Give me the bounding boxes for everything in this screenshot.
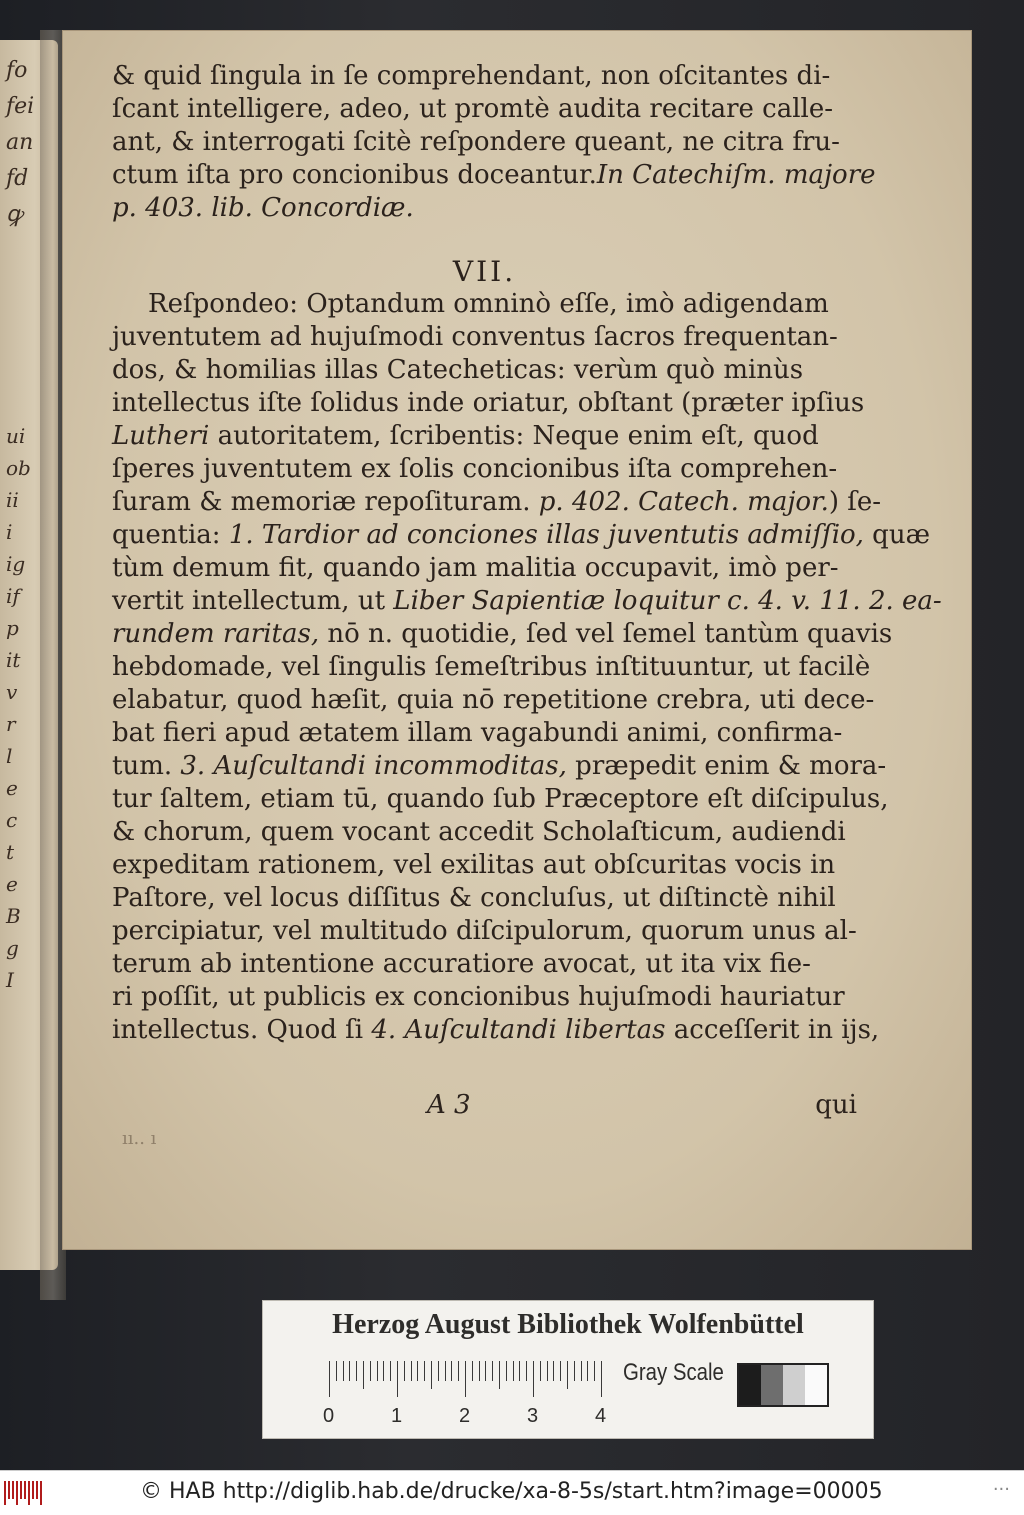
logo-bar (24, 1481, 26, 1499)
facing-glyph: an (6, 130, 34, 155)
ruler-tick (567, 1361, 568, 1389)
opening-lines (112, 60, 876, 192)
ruler-tick (458, 1361, 459, 1381)
ruler-tick (445, 1361, 446, 1381)
text-line (112, 387, 865, 420)
facing-glyph: fd (6, 166, 29, 191)
ruler-tick (383, 1361, 384, 1381)
ruler-tick (533, 1361, 534, 1397)
logo-bar (40, 1481, 42, 1505)
facing-glyph: ꝙ (6, 202, 23, 227)
section-heading: VII. (452, 255, 517, 288)
gray-swatch (783, 1365, 805, 1405)
text-line (112, 684, 875, 717)
text-run: ſperes juventutem ex ſolis concionibus iſta comprehen- (112, 454, 838, 484)
text-line (112, 717, 857, 750)
ruler-tick (431, 1361, 432, 1389)
text-run: & chorum, quem vocant accedit Scholaſticum, audiendi (112, 817, 846, 847)
italic-run: 1. Tardior ad conciones illas juventutis admiſſio, (228, 520, 864, 550)
gray-swatches (737, 1363, 829, 1407)
ruler-tick (601, 1361, 602, 1397)
book-page (62, 30, 972, 1250)
text-run: Reſpondeo: Optandum omninò eſſe, imò adigendam (148, 289, 829, 319)
ruler-tick (411, 1361, 412, 1381)
ruler-number: 1 (391, 1405, 403, 1427)
italic-run: 4. Auſcultandi libertas (371, 1015, 666, 1045)
text-line (112, 486, 882, 519)
facing-glyph: if (6, 584, 20, 608)
calibration-card (262, 1300, 874, 1439)
ruler-tick (370, 1361, 371, 1381)
hab-logo-icon (4, 1481, 44, 1505)
text-line (112, 420, 857, 453)
ruler-tick (438, 1361, 439, 1381)
more-icon[interactable]: ··· (992, 1479, 1010, 1500)
facing-glyph: e (6, 872, 18, 896)
ruler-tick (506, 1361, 507, 1381)
ruler-tick (499, 1361, 500, 1389)
gray-swatch (761, 1365, 783, 1405)
facing-glyph: I (6, 968, 14, 992)
ruler-tick (329, 1361, 330, 1397)
logo-bar (8, 1481, 10, 1499)
text-run: ) ſe- (828, 487, 882, 517)
text-run: quentia: (112, 520, 229, 550)
ruler-tick (513, 1361, 514, 1381)
logo-bar (28, 1481, 30, 1505)
facing-glyph: ob (6, 456, 31, 480)
library-title: Herzog August Bibliothek Wolfenbüttel (332, 1309, 804, 1340)
ruler-tick (574, 1361, 575, 1381)
ruler-number: 0 (323, 1405, 335, 1427)
text-run: vertit intellectum, ut (112, 586, 394, 616)
ruler-tick (519, 1361, 520, 1381)
text-run: præpedit enim & mora- (566, 751, 887, 781)
stray-marks: ıı.. ı (122, 1128, 157, 1149)
scale-ruler (329, 1361, 603, 1401)
facing-glyph: l (6, 744, 13, 768)
text-run: tùm demum fit, quando jam malitia occupavit, imò per- (112, 553, 839, 583)
logo-bar (32, 1481, 34, 1499)
ruler-tick (594, 1361, 595, 1381)
text-run: ſuram & memoriæ repoſituram. (112, 487, 539, 517)
facing-glyph: v (6, 680, 18, 704)
copyright-link[interactable]: © HAB http://diglib.hab.de/drucke/xa-8-5s/start.htm?image=00005 (140, 1479, 883, 1504)
ruler-tick (404, 1361, 405, 1381)
ruler-tick (424, 1361, 425, 1381)
text-line (112, 783, 889, 816)
ruler-tick (492, 1361, 493, 1381)
text-line (112, 585, 942, 618)
ruler-number: 4 (595, 1405, 607, 1427)
text-run: expeditam rationem, vel exilitas aut obſcuritas vocis in (112, 850, 836, 880)
text-line (112, 981, 857, 1014)
gray-swatch (805, 1365, 827, 1405)
italic-run: 3. Auſcultandi incommoditas, (180, 751, 567, 781)
text-run: terum ab intentione accuratiore avocat, ut ita vix fie- (112, 949, 811, 979)
ruler-tick (553, 1361, 554, 1381)
text-run: bat fieri apud ætatem illam vagabundi animi, confirma- (112, 718, 843, 748)
text-line (112, 288, 857, 321)
ruler-tick (560, 1361, 561, 1381)
catchword: qui (815, 1090, 857, 1120)
text-run: dos, & homilias illas Catecheticas: verùm quò minùs (112, 355, 804, 385)
ruler-tick (465, 1361, 466, 1397)
ruler-tick (485, 1361, 486, 1381)
text-run: autoritatem, ſcribentis: Neque enim eſt, quod (209, 421, 819, 451)
text-run: ctum iſta pro concionibus doceantur. (112, 160, 597, 190)
gray-swatch (739, 1365, 761, 1405)
text-run: ſcant intelligere, adeo, ut promtè audita recitare calle- (112, 94, 834, 124)
ruler-tick (390, 1361, 391, 1381)
text-line (112, 882, 857, 915)
ruler-tick (336, 1361, 337, 1381)
text-run: quæ (863, 520, 931, 550)
text-line (112, 60, 857, 93)
signature-mark: A 3 (427, 1090, 471, 1120)
facing-glyph: fo (6, 58, 28, 83)
text-run: percipiatur, vel multitudo diſcipulorum, quorum unus al- (112, 916, 857, 946)
facing-glyph: e (6, 776, 18, 800)
facing-glyph: fei (6, 94, 35, 119)
text-run: elabatur, quod hæſit, quia nō repetitione crebra, uti dece- (112, 685, 875, 715)
ruler-tick (349, 1361, 350, 1381)
facing-glyph: ig (6, 552, 26, 576)
text-run: & quid ſingula in ſe comprehendant, non oſcitantes di- (112, 61, 831, 91)
text-line (112, 552, 857, 585)
catechism-reference: p. 403. lib. Concordiæ. (112, 193, 414, 223)
text-line (112, 1014, 880, 1047)
facing-glyph: ii (6, 488, 19, 512)
text-line (112, 453, 857, 486)
logo-bar (16, 1481, 18, 1505)
text-run: nō n. quotidie, ſed vel ſemel tantùm quavis (319, 619, 893, 649)
ruler-number: 2 (459, 1405, 471, 1427)
text-line (112, 93, 857, 126)
ruler-tick (343, 1361, 344, 1381)
text-line (112, 651, 871, 684)
text-run: hebdomade, vel ſingulis ſemeſtribus inſtituuntur, ut facilè (112, 652, 871, 682)
ruler-tick (587, 1361, 588, 1381)
text-line (112, 915, 857, 948)
logo-bar (4, 1481, 6, 1505)
ruler-tick (581, 1361, 582, 1381)
footer-bar (0, 1470, 1024, 1515)
text-run: tum. (112, 751, 181, 781)
text-run: intellectus iſte ſolidus inde oriatur, obſtant (præter ipſius (112, 388, 865, 418)
ruler-tick (363, 1361, 364, 1389)
text-run: tur ſaltem, etiam tū, quando ſub Præceptore eſt diſcipulus, (112, 784, 889, 814)
facing-glyph: c (6, 808, 18, 832)
italic-run: Liber Sapientiæ loquitur c. 4. v. 11. 2. ea- (393, 586, 942, 616)
text-line (112, 816, 857, 849)
facing-glyph: B (6, 904, 21, 928)
italic-run: rundem raritas, (112, 619, 320, 649)
italic-run: Lutheri (112, 421, 210, 451)
page-footer (112, 1090, 857, 1126)
ruler-tick (377, 1361, 378, 1381)
catechism-reference: In Catechiſm. majore (596, 160, 876, 190)
text-line (112, 519, 931, 552)
ruler-tick (547, 1361, 548, 1381)
ruler-tick (397, 1361, 398, 1397)
ruler-tick (540, 1361, 541, 1381)
facing-glyph: r (6, 712, 16, 736)
ruler-tick (417, 1361, 418, 1381)
ruler-tick (526, 1361, 527, 1381)
facing-glyph: p (6, 616, 19, 640)
page-text (112, 60, 942, 1047)
ruler-number: 3 (527, 1405, 539, 1427)
text-run: juventutem ad hujuſmodi conventus ſacros frequentan- (112, 322, 838, 352)
text-run: acceſſerit in ijs, (665, 1015, 880, 1045)
text-run: intellectus. Quod ſi (112, 1015, 372, 1045)
text-line (112, 618, 893, 651)
facing-glyph: t (6, 840, 15, 864)
ruler-tick (356, 1361, 357, 1381)
facing-glyph: g (6, 936, 19, 960)
ruler-tick (472, 1361, 473, 1381)
facing-glyph: it (6, 648, 21, 672)
ruler-tick (451, 1361, 452, 1381)
logo-bar (20, 1481, 22, 1499)
logo-bar (12, 1481, 14, 1499)
text-line (112, 159, 876, 192)
text-line (112, 321, 857, 354)
text-line (112, 948, 857, 981)
section-paragraph (112, 288, 942, 1047)
text-run: ri poſſit, ut publicis ex concionibus hujuſmodi hauriatur (112, 982, 845, 1012)
italic-run: p. 402. Catech. major. (538, 487, 829, 517)
ruler-tick (479, 1361, 480, 1381)
logo-bar (36, 1481, 38, 1499)
gray-scale-label: Gray Scale (623, 1359, 724, 1386)
facing-glyph: i (6, 520, 13, 544)
text-line (112, 126, 857, 159)
text-line (112, 354, 857, 387)
facing-glyph: ui (6, 424, 26, 448)
text-line (112, 750, 887, 783)
reference-line (112, 192, 857, 225)
text-run: ant, & interrogati ſcitè reſpondere queant, ne citra fru- (112, 127, 840, 157)
text-line (112, 849, 857, 882)
text-run: Paſtore, vel locus diſſitus & concluſus, ut diſtinctè nihil (112, 883, 836, 913)
